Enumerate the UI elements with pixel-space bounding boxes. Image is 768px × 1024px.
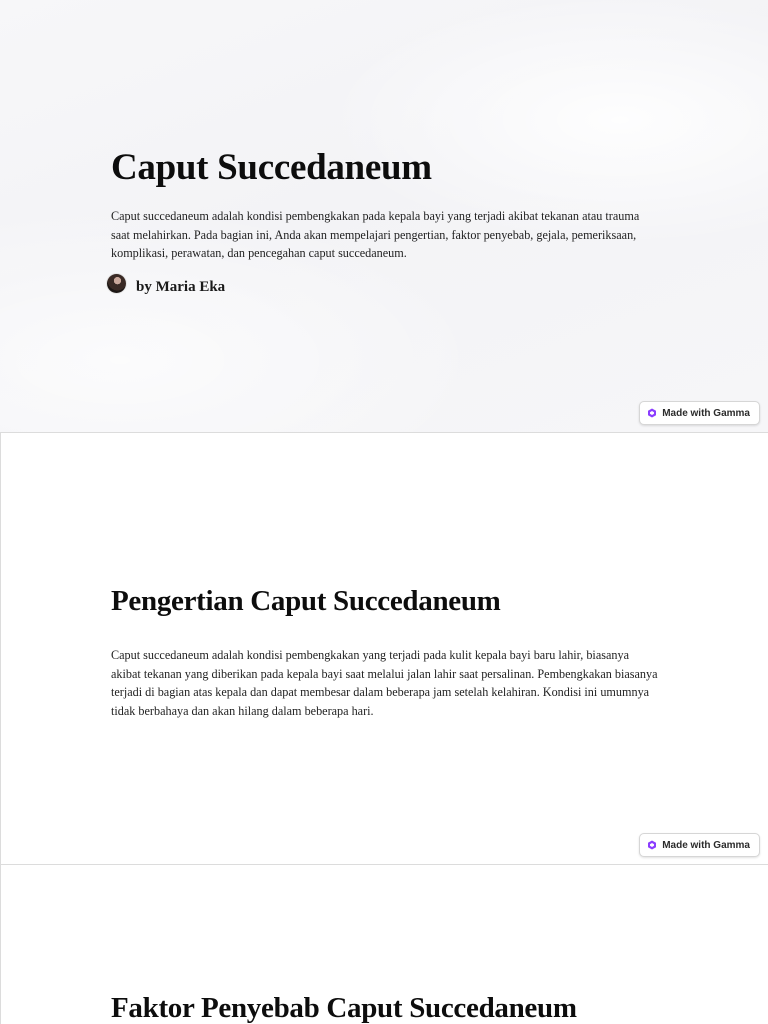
slide-intro-paragraph: Caput succedaneum adalah kondisi pembengkakan pada kepala bayi yang terjadi akibat tekanan atau trauma saat melahirkan. Pada bagian ini, Anda akan mempelajari pengertian, faktor penyebab, gejala, pemeriksaan, komplikasi, perawatan, dan pencegahan caput succedaneum. — [111, 209, 640, 261]
slide-title — [0, 0, 768, 433]
author-name: by Maria Eka — [136, 279, 226, 295]
author-byline — [107, 270, 225, 296]
made-with-gamma-button[interactable] — [639, 401, 760, 425]
made-with-gamma-button[interactable] — [639, 833, 760, 857]
definition-heading: Pengertian Caput Succedaneum — [111, 585, 501, 617]
definition-paragraph: Caput succedaneum adalah kondisi pembengkakan yang terjadi pada kulit kepala bayi baru lahir, biasanya akibat tekanan yang diberikan pada kepala bayi saat melalui jalan lahir saat persalinan. Pembengkakan biasanya terjadi di bagian atas kepala dan dapat membesar dalam beberapa jam setelah kelahiran. Kondisi ini umumnya tidak berbahaya dan akan hilang dalam beberapa hari. — [111, 648, 658, 718]
badge-label: Made with Gamma — [662, 839, 750, 851]
badge-label: Made with Gamma — [662, 407, 750, 419]
author-avatar — [107, 274, 126, 293]
causes-heading: Faktor Penyebab Caput Succedaneum — [111, 992, 577, 1024]
slide-title-heading: Caput Succedaneum — [111, 147, 432, 188]
gamma-logo-icon — [647, 408, 657, 418]
gamma-logo-icon — [647, 840, 657, 850]
